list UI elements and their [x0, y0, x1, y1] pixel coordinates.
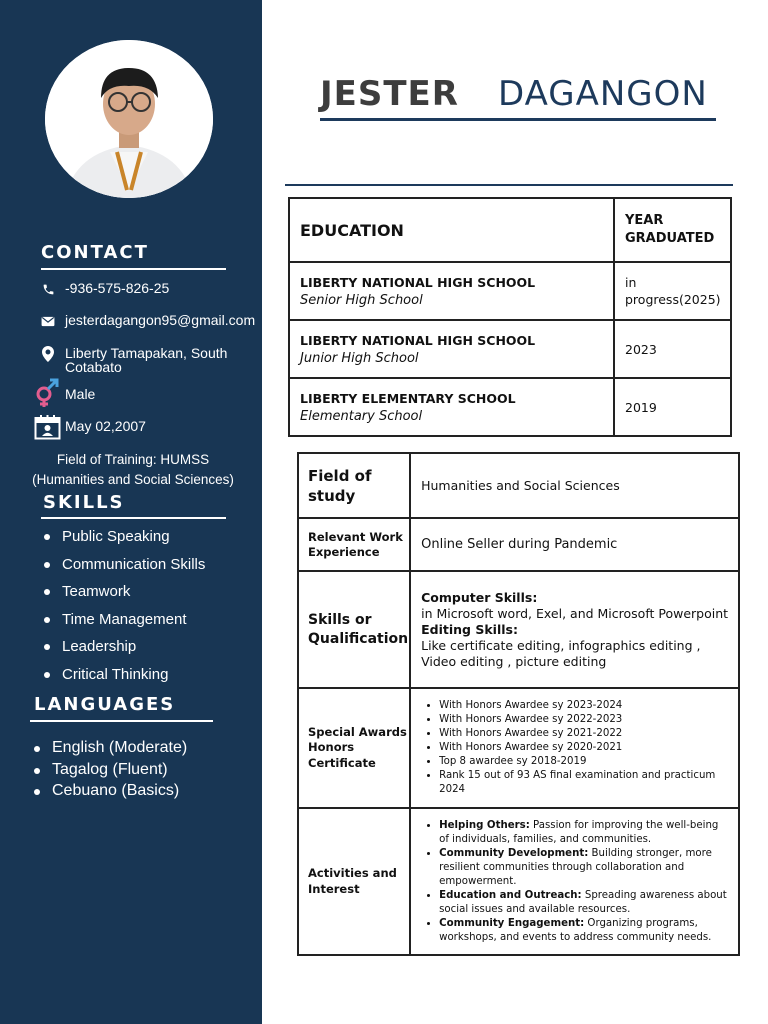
- list-item: • With Honors Awardee sy 2023-2024: [439, 699, 730, 713]
- school-name: LIBERTY ELEMENTARY SCHOOL: [300, 390, 516, 406]
- mail-icon: [40, 313, 56, 329]
- school-name: LIBERTY NATIONAL HIGH SCHOOL: [300, 274, 536, 290]
- address-text: Liberty Tamapakan, South Cotabato: [65, 345, 228, 375]
- activities-value: [410, 808, 739, 955]
- field-of-training-line1: Field of Training: HUMSS: [56, 452, 210, 467]
- computer-skills-text: in Microsoft word, Exel, and Microsoft Powerpoint: [421, 605, 729, 621]
- first-name: JESTER: [320, 74, 459, 114]
- activity-text: Passion for improving the well-being of individuals, families, and communities.: [439, 819, 719, 845]
- editing-skills-text: Like certificate editing, infographics editing , Video editing , picture editing: [421, 637, 701, 669]
- profile-photo-icon: [45, 40, 213, 198]
- table-row: [298, 688, 739, 808]
- table-row: [298, 808, 739, 955]
- activities-list: [421, 819, 730, 945]
- activity-title: Helping Others:: [439, 819, 530, 831]
- gender-symbol-icon: [34, 378, 60, 408]
- list-item: Critical Thinking: [42, 665, 205, 693]
- section-divider: [285, 184, 733, 186]
- school-name: LIBERTY NATIONAL HIGH SCHOOL: [300, 332, 536, 348]
- activity-title: Education and Outreach:: [439, 889, 582, 901]
- skills-divider: [41, 517, 226, 519]
- languages-list: [32, 738, 187, 803]
- year-cell: 2023: [614, 320, 731, 378]
- education-header-row: [289, 198, 731, 262]
- activity-text: Organizing programs, workshops, and events to address community needs.: [439, 917, 712, 943]
- sidebar: [0, 0, 262, 1024]
- contact-gender: [34, 378, 95, 408]
- education-table: [288, 197, 732, 437]
- year-cell: in progress(2025): [614, 262, 731, 320]
- table-row: [298, 571, 739, 688]
- list-item: Tagalog (Fluent): [32, 760, 187, 782]
- education-school-cell: [289, 320, 614, 378]
- field-of-training: [20, 450, 246, 490]
- contact-birthday: [34, 414, 146, 440]
- contact-heading: CONTACT: [41, 242, 149, 263]
- education-school-cell: [289, 378, 614, 436]
- work-experience-label: Relevant Work Experience: [298, 518, 410, 571]
- contact-email: [40, 313, 255, 329]
- list-item: • With Honors Awardee sy 2022-2023: [439, 713, 730, 727]
- table-row: [298, 518, 739, 571]
- table-row: [289, 378, 731, 436]
- year-graduated-header: YEAR GRADUATED: [614, 198, 731, 262]
- computer-skills-title: Computer Skills:: [421, 589, 538, 605]
- awards-label: Special Awards Honors Certificate: [298, 688, 410, 808]
- gender-text: Male: [65, 386, 96, 402]
- phone-text: -936-575-826-25: [65, 280, 170, 296]
- list-item: Teamwork: [42, 582, 205, 610]
- field-of-training-line2: (Humanities and Social Sciences): [32, 472, 234, 487]
- profile-photo: [45, 40, 213, 198]
- list-item: [439, 889, 730, 917]
- activity-text: Spreading awareness about social issues and available resources.: [439, 889, 727, 915]
- email-link[interactable]: jesterdagangon95@gmail.com: [65, 312, 256, 328]
- list-item: • Rank 15 out of 93 AS final examination and practicum 2024: [439, 769, 730, 797]
- birthday-text: May 02,2007: [65, 418, 146, 434]
- calendar-user-icon: [34, 414, 61, 440]
- table-row: [289, 320, 731, 378]
- list-item: Communication Skills: [42, 555, 205, 583]
- list-item: • Top 8 awardee sy 2018-2019: [439, 755, 730, 769]
- field-of-study-label: Field of study: [298, 453, 410, 518]
- skills-qualification-value: [410, 571, 739, 688]
- year-cell: 2019: [614, 378, 731, 436]
- list-item: Time Management: [42, 610, 205, 638]
- list-item: English (Moderate): [32, 738, 187, 760]
- activities-label: Activities and Interest: [298, 808, 410, 955]
- list-item: Leadership: [42, 637, 205, 665]
- info-table: [297, 452, 740, 956]
- list-item: • With Honors Awardee sy 2020-2021: [439, 741, 730, 755]
- skills-heading: SKILLS: [43, 492, 125, 513]
- school-level: Senior High School: [300, 292, 423, 308]
- list-item: • With Honors Awardee sy 2021-2022: [439, 727, 730, 741]
- list-item: Cebuano (Basics): [32, 781, 187, 803]
- education-school-cell: [289, 262, 614, 320]
- languages-heading: LANGUAGES: [34, 694, 176, 715]
- table-row: [298, 453, 739, 518]
- skills-qualification-label: Skills or Qualification: [298, 571, 410, 688]
- location-pin-icon: [40, 346, 56, 362]
- education-header: EDUCATION: [289, 198, 614, 262]
- work-experience-value: Online Seller during Pandemic: [410, 518, 739, 571]
- contact-divider: [41, 268, 226, 270]
- activity-title: Community Development:: [439, 847, 589, 859]
- awards-list: [421, 699, 730, 797]
- school-level: Junior High School: [300, 350, 419, 366]
- school-level: Elementary School: [300, 408, 423, 424]
- list-item: Public Speaking: [42, 527, 205, 555]
- contact-phone: [40, 281, 169, 297]
- list-item: [439, 917, 730, 945]
- last-name: DAGANGON: [498, 74, 708, 114]
- list-item: [439, 819, 730, 847]
- activity-text: Building stronger, more resilient communities through collaboration and empowerment.: [439, 847, 712, 887]
- field-of-study-value: Humanities and Social Sciences: [410, 453, 739, 518]
- languages-divider: [30, 720, 213, 722]
- activity-title: Community Engagement:: [439, 917, 585, 929]
- awards-value: [410, 688, 739, 808]
- contact-address: [40, 346, 240, 374]
- list-item: [439, 847, 730, 889]
- editing-skills-title: Editing Skills:: [421, 621, 518, 637]
- phone-icon: [40, 281, 56, 297]
- table-row: [289, 262, 731, 320]
- name-underline: [320, 118, 716, 121]
- skills-list: [42, 527, 205, 692]
